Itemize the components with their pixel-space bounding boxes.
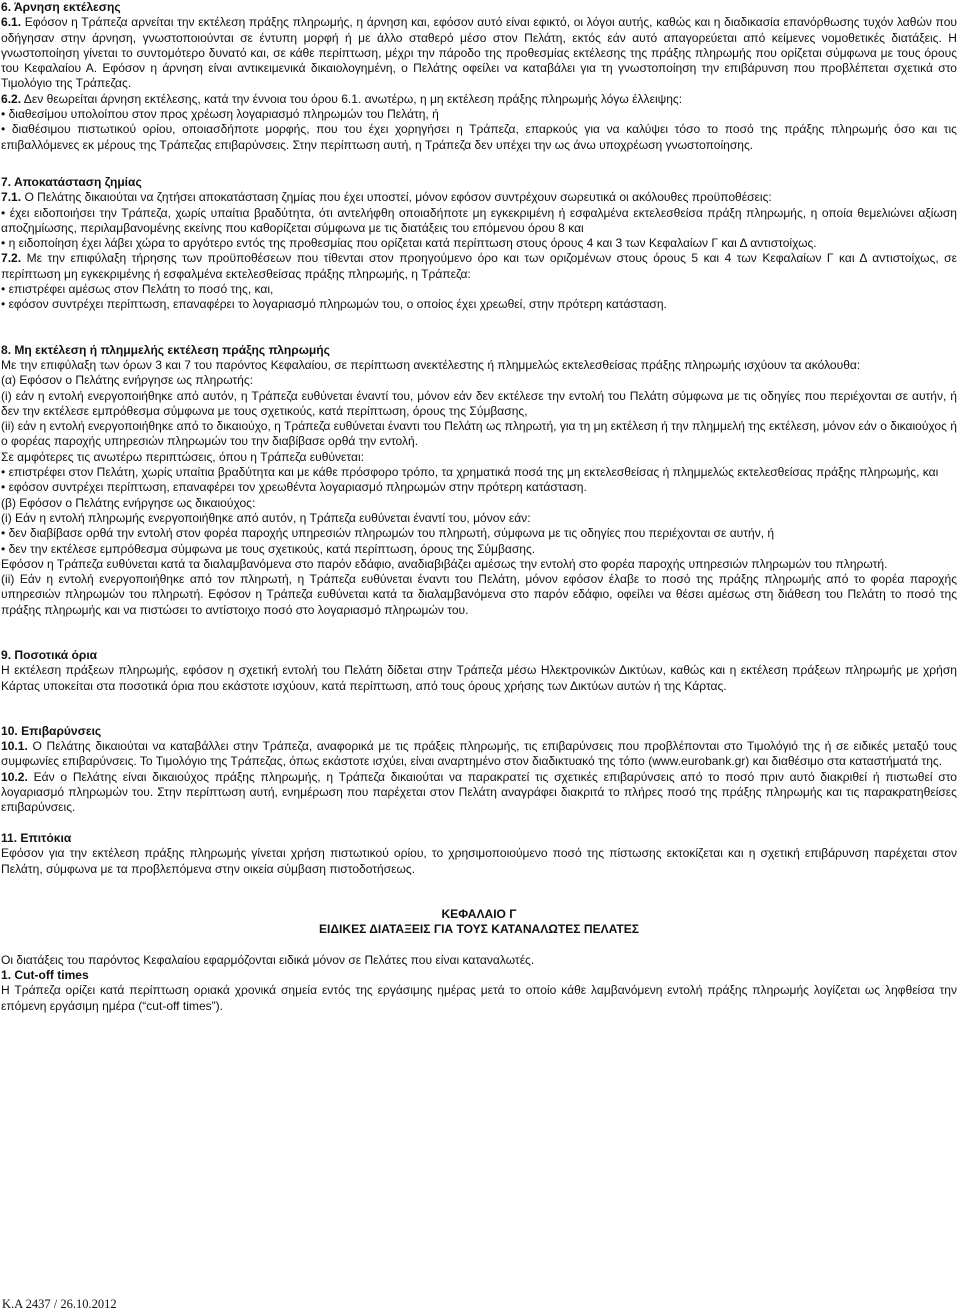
spacer [1,816,957,831]
section-7-1 [1,190,957,205]
clause-text: Ο Πελάτης δικαιούται να ζητήσει αποκατάσταση ζημίας που έχει υποστεί, μόνον εφόσον συντρέχουν σωρευτικά οι ακόλουθες προϋποθέσεις: [21,190,772,205]
spacer [1,153,957,175]
spacer [1,313,957,343]
bullet-item: • έχει ειδοποιήσει την Τράπεζα, χωρίς υπαίτια βραδύτητα, ότι αντελήφθη οποιαδήποτε μη εγκεκριμένη ή εσφαλμένα εκτελεσθείσα πράξη πληρωμής, η οποία θεμελιώνει αξίωση αποζημίωσης, περιλαμβανομένης εκείνης που καθορίζεται σύμφωνα με τις διατάξεις του επόμενου όρου 8 και [1,205,957,235]
bullet-item: • εφόσον συντρέχει περίπτωση, επαναφέρει το λογαριασμό πληρωμών του, ο οποίος έχει χρεωθεί, στην πρότερη κατάσταση. [1,297,667,312]
section-8-title: 8. Μη εκτέλεση ή πλημμελής εκτέλεση πράξης πληρωμής [1,342,330,357]
bullet-item: • επιστρέφει στον Πελάτη, χωρίς υπαίτια βραδύτητα και με κάθε πρόσφορο τρόπο, τα χρηματικά ποσά της μη εκτελεσθείσας ή πλημμελώς εκτελεσθείσας πράξης πληρωμής, και [1,465,939,480]
cutoff-title: 1. Cut-off times [1,968,89,983]
chapter-title: ΕΙΔΙΚΕΣ ΔΙΑΤΑΞΕΙΣ ΓΙΑ ΤΟΥΣ ΚΑΤΑΝΑΛΩΤΕΣ ΠΕΛΑΤΕΣ [319,922,639,937]
clause-number: 7.2. [1,251,22,266]
document-code: Κ.Α 2437 / 26.10.2012 [2,1297,117,1311]
section-7-2 [1,251,957,282]
bullet-item: • επιστρέφει αμέσως στον Πελάτη το ποσό της, και, [1,282,274,297]
paragraph: (i) Εάν η εντολή πληρωμής ενεργοποιήθηκε από αυτόν, η Τράπεζα ευθύνεται έναντί του, μόνον εάν: [1,510,531,525]
section-11-title: 11. Επιτόκια [1,830,72,845]
spacer [1,937,957,952]
clause-number: 6.1. [1,15,22,30]
clause-text: Δεν θεωρείται άρνηση εκτέλεσης, κατά την έννοια του όρου 6.1. ανωτέρω, η μη εκτέλεση πράξης πληρωμής λόγω έλλειψης: [21,91,683,106]
spacer [1,618,957,648]
bullet-item: • διαθέσιμου πιστωτικού ορίου, οποιασδήποτε μορφής, που του έχει χορηγήσει η Τράπεζα, επαρκούς για να καλύψει τόσο το ποσό της πράξης πληρωμής όσο και τις επιβαλλόμενες εκ μέρους της Τράπεζας επιβαρύνσεις. Στην περίπτωση αυτή, η Τράπεζα δεν υπέχει την ως άνω υποχρέωση γνωστοποίησης. [1,122,957,152]
clause-number: 7.1. [1,190,22,205]
paragraph: (ii) εάν η εντολή ενεργοποιήθηκε από το δικαιούχο, η Τράπεζα ευθύνεται έναντι του Πελάτη ως πληρωτή, για τη μη εκτέλεση ή την πλημμελή της εκτέλεση, μόνον εάν ο δικαιούχος ή ο φορέας παροχής υπηρεσιών πληρωμών του την διαβίβασε ορθά την εντολή. [1,419,957,449]
bullet-item: • η ειδοποίηση έχει λάβει χώρα το αργότερο εντός της προθεσμίας που ορίζεται κατά περίπτωση στους όρους 4 και 3 των Κεφαλαίων Γ και Δ αντιστοίχως. [1,236,817,251]
section-10-title: 10. Επιβαρύνσεις [1,723,102,738]
spacer [1,694,957,724]
section-6-2 [1,92,957,107]
bullet-item: • δεν την εκτέλεσε εμπρόθεσμα σύμφωνα με τους σχετικούς, κατά περίπτωση, όρους της Σύμβασης. [1,541,536,556]
chapter-label: ΚΕΦΑΛΑΙΟ Γ [441,906,517,921]
paragraph: Εφόσον η Τράπεζα ευθύνεται κατά τα διαλαμβανόμενα στο παρόν εδάφιο, αναδιαβιβάζει αμέσως την εντολή στο φορέα παροχής υπηρεσιών πληρωμών του πληρωτή. [1,556,888,571]
paragraph: (ii) Εάν η εντολή ενεργοποιήθηκε από τον πληρωτή, η Τράπεζα ευθύνεται έναντι του Πελάτη, μόνον εφόσον έλαβε το ποσό της πράξης πληρωμής από το φορέα παροχής υπηρεσιών πληρωμών του πληρωτή. Εφόσον η Τράπεζα ευθύνεται κατά τα διαλαμβανόμενα στο παρόν εδάφιο, οφείλει να θέσει αμέσως στη διάθεση του Πελάτη το ποσό της πράξης πληρωμής και να πιστώσει το αντίστοιχο ποσό στο λογαριασμό πληρωμών του. [1,572,957,617]
clause-text: Ο Πελάτης δικαιούται να καταβάλλει στην Τράπεζα, αναφορικά με τις πράξεις πληρωμής, τις επιβαρύνσεις που προβλέπονται στο Τιμολόγιό της ή σε ειδικές μεταξύ τους συμφωνίες επιβαρύνσεις. Το Τιμολόγιο της Τράπεζας, όπως εκάστοτε ισχύει, είναι αναρτημένο στον διαδικτυακό της τόπο (www.eurobank.gr) και διαθέσιμο στα καταστήματά της. [1,739,957,769]
clause-text: Με την επιφύλαξη τήρησης των προϋποθέσεων που τίθενται στον προηγούμενο όρο και των οριζομένων στους όρους 5 και 4 των Κεφαλαίων Γ και Δ αντιστοίχως, σε περίπτωση μη εγκεκριμένης ή εσφαλμένα εκτελεσθείσας πράξης πληρωμής, η Τράπεζα: [1,251,957,281]
paragraph: Σε αμφότερες τις ανωτέρω περιπτώσεις, όπου η Τράπεζα ευθύνεται: [1,449,364,464]
spacer [1,877,957,907]
section-9-title: 9. Ποσοτικά όρια [1,647,98,662]
bullet-item: • δεν διαβίβασε ορθά την εντολή στον φορέα παροχής υπηρεσιών πληρωμών του πληρωτή, σύμφωνα με τις οδηγίες που περιέχονται σε αυτήν, ή [1,526,775,541]
subsection-heading: (α) Εφόσον ο Πελάτης ενήργησε ως πληρωτής: [1,373,254,388]
clause-number: 10.1. [1,739,28,754]
bullet-item: • εφόσον συντρέχει περίπτωση, επαναφέρει τον χρεωθέντα λογαριασμό πληρωμών στην πρότερη κατάσταση. [1,480,587,495]
chapter-intro: Οι διατάξεις του παρόντος Κεφαλαίου εφαρμόζονται ειδικά μόνον σε Πελάτες που είναι καταναλωτές. [1,952,535,967]
section-10-1 [1,739,957,770]
subsection-heading: (β) Εφόσον ο Πελάτης ενήργησε ως δικαιούχος: [1,495,256,510]
section-6-1 [1,15,957,91]
paragraph: Η εκτέλεση πράξεων πληρωμής, εφόσον η σχετική εντολή του Πελάτη δίδεται στην Τράπεζα μέσω Ηλεκτρονικών Δικτύων, καθώς και η εκτέλεση πράξεων πληρωμής με χρήση Κάρτας υποκείται στα ποσοτικά όρια που εκάστοτε ισχύουν, κατά περίπτωση, από τους όρους χρήσης των Δικτύων αυτών ή της Κάρτας. [1,663,957,693]
paragraph: Εφόσον για την εκτέλεση πράξης πληρωμής γίνεται χρήση πιστωτικού ορίου, το χρησιμοποιούμενο ποσό της πίστωσης εκτοκίζεται και η σχετική επιβάρυνση παρέχεται στον Πελάτη, σύμφωνα με τα προβλεπόμενα στην οικεία σύμβαση πιστοδοτήσεως. [1,846,957,876]
section-8-intro: Με την επιφύλαξη των όρων 3 και 7 του παρόντος Κεφαλαίου, σε περίπτωση ανεκτέλεστης ή πλημμελώς εκτελεσθείσας πράξης πληρωμής ισχύουν τα ακόλουθα: [1,357,861,372]
paragraph: Η Τράπεζα ορίζει κατά περίπτωση οριακά χρονικά σημεία εντός της εργάσιμης ημέρας μετά το οποίο κάθε λαμβανόμενη εντολή πράξης πληρωμής λογίζεται ως ληφθείσα την επόμενη εργάσιμη ημέρα (“cut-off times”). [1,983,957,1013]
clause-number: 10.2. [1,769,28,784]
clause-text: Εφόσον η Τράπεζα αρνείται την εκτέλεση πράξης πληρωμής, η άρνηση και, εφόσον αυτό είναι εφικτό, οι λόγοι αυτής, καθώς και η διαδικασία επανόρθωσης τυχόν λαθών που οδήγησαν στην άρνηση, γνωστοποιούνται σε έντυπη μορφή ή με άλλο σταθερό μέσο στον Πελάτη, εκτός εάν αυτό απαγορεύεται από κείμενες νομοθετικές διατάξεις. Η γνωστοποίηση γίνεται το συντομότερο δυνατό και, σε κάθε περίπτωση, μέχρι την πάροδο της προθεσμίας εκτέλεσης της πράξης πληρωμής που ορίζεται σύμφωνα με τους όρους του Κεφαλαίου Α. Εφόσον η άρνηση είναι αντικειμενικά δικαιολογημένη, ο Πελάτης οφείλει να καταβάλει για τη γνωστοποίηση την επιβάρυνση που προβλέπεται σχετικά στο Τιμολόγιο της Τράπεζας. [1,15,957,91]
section-6-title: 6. Άρνηση εκτέλεσης [1,0,121,14]
clause-number: 6.2. [1,91,22,106]
bullet-item: • διαθεσίμου υπολοίπου στον προς χρέωση λογαριασμό πληρωμών του Πελάτη, ή [1,107,439,122]
section-10-2 [1,770,957,816]
section-7-title: 7. Αποκατάσταση ζημίας [1,174,142,189]
clause-text: Εάν ο Πελάτης είναι δικαιούχος πράξης πληρωμής, η Τράπεζα δικαιούται να παρακρατεί τις σχετικές επιβαρύνσεις από το ποσό πριν αυτό διακριθεί ή πιστωθεί στο λογαριασμό πληρωμών του. Στην περίπτωση αυτή, ενημέρωση που παρέχεται στον Πελάτη αναγράφει διακριτά το πλήρες ποσό της πράξης πληρωμής και τις παρακρατηθείσες επιβαρύνσεις. [1,769,957,815]
paragraph: (i) εάν η εντολή ενεργοποιήθηκε από αυτόν, η Τράπεζα ευθύνεται έναντί του, μόνον εάν δεν εκτέλεσε την εντολή του Πελάτη σύμφωνα με τις οδηγίες που περιέχονται σε αυτήν, ή δεν την εκτέλεσε εμπρόθεσμα σύμφωνα με τους σχετικούς, κατά περίπτωση, όρους της Σύμβασης, [1,388,957,418]
